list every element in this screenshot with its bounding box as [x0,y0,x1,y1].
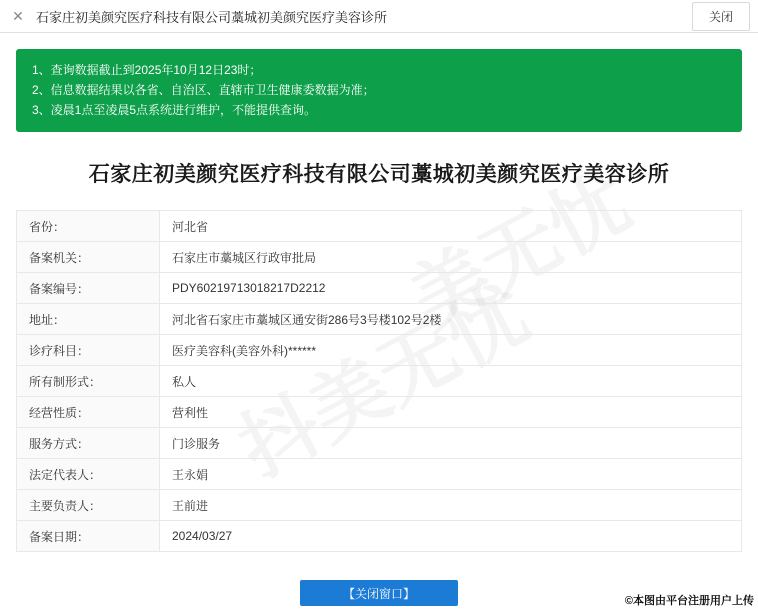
row-value: 河北省石家庄市藁城区通安街286号3号楼102号2楼 [160,304,742,335]
table-row [17,304,742,335]
row-label: 法定代表人： [17,459,160,490]
row-label: 服务方式： [17,428,160,459]
row-value: 王永娟 [160,459,742,490]
row-value: 石家庄市藁城区行政审批局 [160,242,742,273]
notice-line: 2、信息数据结果以各省、自治区、直辖市卫生健康委数据为准； [32,83,375,97]
row-value: PDY60219713018217D2212 [160,273,742,304]
row-value: 私人 [160,366,742,397]
row-label: 地址： [17,304,160,335]
row-value: 2024/03/27 [160,521,742,552]
row-value: 河北省 [160,211,742,242]
clinic-info-table [16,210,742,552]
row-value: 营利性 [160,397,742,428]
notice-line: 1、查询数据截止到2025年10月12日23时； [32,63,262,77]
row-label: 主要负责人： [17,490,160,521]
row-label: 省份： [17,211,160,242]
window-title: 石家庄初美颜究医疗科技有限公司藁城初美颜究医疗美容诊所 [36,9,388,25]
table-row [17,397,742,428]
page-content [0,49,758,606]
row-label: 备案机关： [17,242,160,273]
row-label: 所有制形式： [17,366,160,397]
table-row [17,459,742,490]
row-value: 王前进 [160,490,742,521]
table-row [17,521,742,552]
close-window-button[interactable]: 【关闭窗口】 [300,580,458,606]
row-label: 备案编号： [17,273,160,304]
row-value: 门诊服务 [160,428,742,459]
table-row [17,273,742,304]
table-row [17,366,742,397]
close-icon[interactable]: ✕ [12,8,24,24]
notice-banner [16,49,742,132]
row-label: 经营性质： [17,397,160,428]
title-bar [0,0,758,33]
table-row [17,211,742,242]
close-button[interactable]: 关闭 [692,2,750,31]
page-title: 石家庄初美颜究医疗科技有限公司藁城初美颜究医疗美容诊所 [88,163,670,186]
row-value: 医疗美容科(美容外科)****** [160,335,742,366]
table-row [17,428,742,459]
table-row [17,335,742,366]
row-label: 诊疗科目： [17,335,160,366]
row-label: 备案日期： [17,521,160,552]
table-row [17,490,742,521]
table-row [17,242,742,273]
notice-line: 3、凌晨1点至凌晨5点系统进行维护，不能提供查询。 [32,103,317,117]
upload-credit-note: ©本图由平台注册用户上传 [624,595,754,607]
